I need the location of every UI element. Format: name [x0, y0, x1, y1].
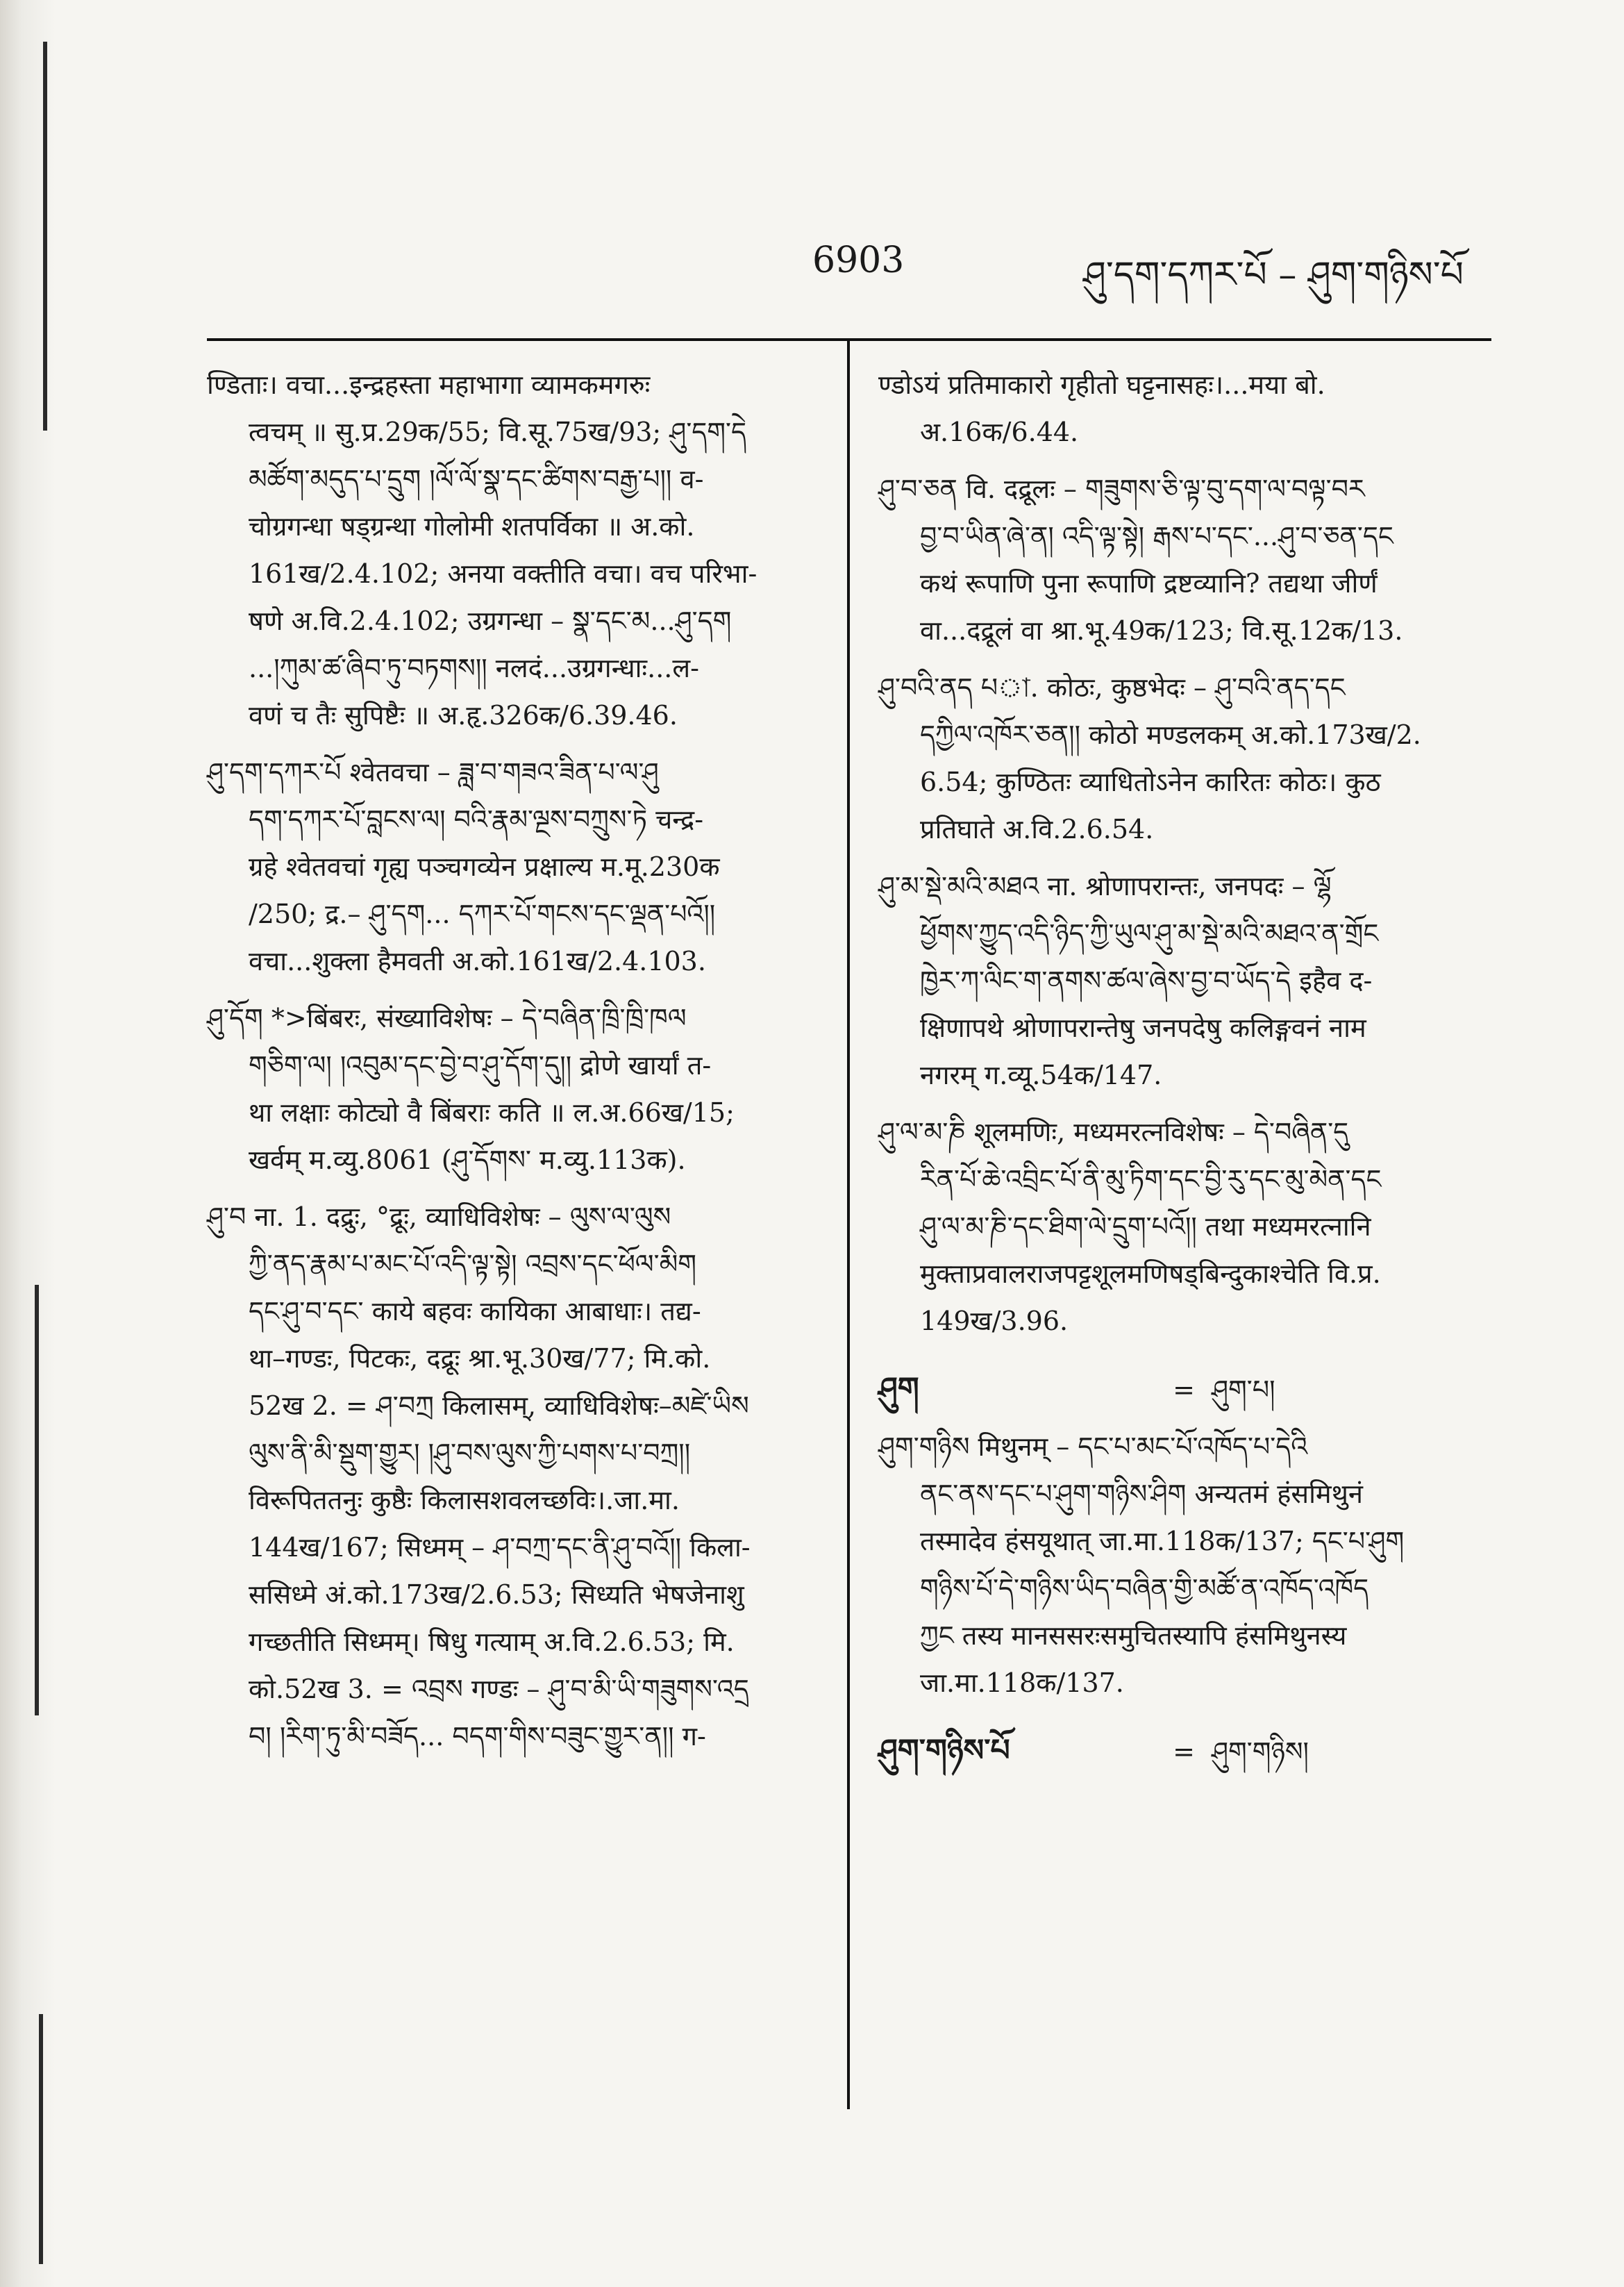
cross-reference-headword: ཤུག་གཉིས་པོ [878, 1733, 1010, 1768]
entry-line: ससिध्मे अं.को.173ख/2.6.53; सिध्यति भेषजेनाशु [249, 1579, 744, 1610]
entry-line: ཕྱོགས་ཀྱུད་འདི་ཉིད་ཀྱི་ཡུལ་ཤུ་མ་སྡེ་མའི་མཐའ་ན་གྲོང [920, 918, 1379, 949]
entry-line: प्रतिघाते अ.वि.2.6.54. [920, 814, 1154, 845]
entry-line: 6.54; कुण्ठितः व्याधितोऽनेन कारितः कोठः। कुठ [920, 767, 1381, 797]
entry-line: जा.मा.118क/137. [920, 1668, 1124, 1698]
entry-line: ཤུ་མ་སྡེ་མའི་མཐའ ना. श्रोणापरान्तः, जनपदः – ལྷོ [878, 871, 1332, 901]
cross-reference-entry [878, 1365, 1489, 1413]
entry-line: ཤུ་དོག *>बिंबरः, संख्याविशेषः – དེ་བཞིན་ཁྲི་ཁྲི་ཁལ [207, 1003, 687, 1033]
entry-line: तस्मादेव हंसयूथात् जा.मा.118क/137; དང་པ་ཤུག [920, 1526, 1405, 1556]
entry-line: ཤུ་བའི་ནད པা. कोठः, कुष्ठभेदः – ཤུ་བའི་ནད་དང [878, 672, 1346, 703]
entry-line: चोग्रगन्धा षड्ग्रन्था गोलोमी शतपर्विका ॥ अ.को. [249, 511, 695, 542]
entry-line: ण्डोऽयं प्रतिमाकारो गृहीतो घट्टनासहः।...मया बो. [878, 369, 1325, 400]
dictionary-entry [878, 361, 1489, 456]
entry-line: ལུས་ནི་མི་སྡུག་གྱུར། །ཤུ་བས་ལུས་ཀྱི་པགས་པ་བཀྲ།། [249, 1438, 691, 1468]
dictionary-entry [207, 1193, 818, 1760]
cross-reference-headword: ཤུག [878, 1371, 919, 1406]
cross-reference-eq: = [1173, 1374, 1195, 1405]
cross-reference-ref: ཤུག་གཉིས། [1212, 1736, 1309, 1767]
entry-line: ण्डिताः। वचा...इन्द्रहस्ता महाभागा व्यामकमगरुः [207, 369, 651, 400]
page-number: 6903 [812, 240, 905, 281]
left-column [207, 361, 818, 1770]
margin-line-mid [35, 1285, 39, 1715]
column-divider [847, 338, 850, 2109]
entry-line: རིན་པོ་ཆེ་འབྲིང་པོ་ནི་མུ་ཏིག་དང་བྱི་རུ་དང་མུ་མེན་དང [920, 1164, 1382, 1195]
entry-line: खर्वम् म.व्यु.8061 (ཤུ་དོགས་ म.व्यु.113क). [249, 1145, 686, 1175]
entry-line: /250; द्र.– ཤུ་དག... དཀར་པོ་གངས་དང་ལྡན་པའོ།། [249, 899, 716, 929]
entry-line: वणं च तैः सुपिष्टैः ॥ अ.हृ.326क/6.39.46. [249, 700, 678, 731]
cross-reference-entry [878, 1727, 1489, 1775]
entry-line: ཤུ་བ ना. 1. दद्रुः, °द्रूः, व्याधिविशेषः – ལུས་ལ་ལུས [207, 1201, 671, 1232]
dictionary-entry [207, 361, 818, 739]
entry-line: वा...दद्रूलं वा श्रा.भू.49क/123; वि.सू.12क/13. [920, 615, 1403, 646]
entry-line: མཚོག་མདུད་པ་དྲུག །ལོ་ལོ་སྣ་དང་ཚིགས་བརྒྱ་པ།། व- [249, 464, 704, 494]
entry-line: དག་དཀར་པོ་བླངས་ལ། བའི་རྣམ་ལྔས་བཀྲུས་ཏེ चन्द्र- [249, 804, 704, 835]
entry-line: ཤུ་ལ་མ་ཎི शूलमणिः, मध्यमरत्नविशेषः – དེ་བཞིན་དུ [878, 1117, 1349, 1147]
entry-line: मुक्ताप्रवालराजपट्टशूलमणिषड्बिन्दुकाश्चेति वि.प्र. [920, 1258, 1381, 1289]
entry-line: 52ख 2. = ཤ་བཀྲ किलासम्, व्याधिविशेषः–མཛེ་ཡིས [249, 1390, 749, 1421]
entry-line: ཀྱི་ནད་རྣམ་པ་མང་པོ་འདི་ལྟ་སྟེ། འབྲས་དང་ཕོལ་མིག [249, 1249, 697, 1279]
entry-line: 149ख/3.96. [920, 1306, 1069, 1336]
entry-line: विरूपिततनुः कुष्ठैः किलासशवलच्छविः।.जा.मा. [249, 1485, 680, 1515]
entry-line: དང་ཤུ་བ་དང་ काये बहवः कायिका आबाधाः। तद्य- [249, 1296, 701, 1327]
entry-line: ཤུག་གཉིས मिथुनम् – དང་པ་མང་པོ་འཁོད་པ་དེའི [878, 1431, 1308, 1462]
entry-line: ཤུ་བ་ཅན वि. दद्रूलः – གཟུགས་ཅི་ལྟ་བུ་དག་ལ་བལྟ་བར [878, 474, 1365, 504]
entry-line: བ། །རིག་ཏུ་མི་བཟོད... བདག་གིས་བཟུང་གྱུར་ན།། ग- [249, 1721, 706, 1752]
entry-line: कथं रूपाणि पुना रूपाणि द्रष्टव्यानि? तद्यथा जीर्णं [920, 568, 1378, 599]
entry-line: 161ख/2.4.102; अनया वक्तीति वचा। वच परिभा- [249, 558, 757, 589]
entry-line: क्षिणापथे श्रोणापरान्तेषु जनपदेषु कलिङ्गवनं नाम [920, 1013, 1366, 1043]
entry-line: था लक्षाः कोट्यो वै बिंबराः कति ॥ ल.अ.66ख/15; [249, 1097, 735, 1128]
dictionary-entry [878, 863, 1489, 1099]
entry-line: को.52ख 3. = འབྲས गण्डः – ཤུ་བ་མི་ཡི་གཟུགས་འདྲ [249, 1674, 749, 1704]
dictionary-entry [878, 664, 1489, 853]
dictionary-entry [207, 995, 818, 1183]
margin-line-bottom [39, 2014, 43, 2264]
entry-line: वचा...शुक्ला हैमवती अ.को.161ख/2.4.103. [249, 946, 706, 976]
scan-edge [0, 0, 56, 2287]
entry-line: था–गण्डः, पिटकः, दद्रूः श्रा.भू.30ख/77; मि.को. [249, 1343, 711, 1374]
dictionary-entry [207, 749, 818, 985]
entry-line: त्वचम् ॥ सु.प्र.29क/55; वि.सू.75ख/93; ཤུ་དག་དེ [249, 417, 747, 447]
dictionary-entry [878, 1423, 1489, 1706]
right-column [878, 361, 1489, 1785]
dictionary-entry [878, 465, 1489, 654]
margin-line-top [43, 42, 47, 431]
entry-line: ཀྱང तस्य मानससरःसमुचितस्यापि हंसमिथुनस्य [920, 1620, 1347, 1651]
cross-reference-eq: = [1173, 1736, 1195, 1767]
cross-reference-ref: ཤུག་པ། [1212, 1374, 1275, 1405]
entry-line: षणे अ.वि.2.4.102; उग्रगन्धा – སྣ་དང་མ...ཤུ་དག [249, 606, 732, 636]
entry-line: ཁྱེར་ཀ་ལིང་ག་ནགས་ཚལ་ཞེས་བྱ་བ་ཡོད་དེ इहैव द- [920, 965, 1373, 996]
entry-line: ཤུ་དག་དཀར་པོ श्वेतवचा – ཟླ་བ་གཟའ་ཟིན་པ་ལ་ཤུ [207, 757, 659, 788]
entry-line: ...།ཀུམ་ཚ་ཞིབ་ཏུ་བཏགས།། नलदं...उग्रगन्धाः...ल- [249, 653, 699, 683]
entry-line: དཀྱིལ་འཁོར་ཅན།། कोठो मण्डलकम् अ.को.173ख/2. [920, 720, 1421, 750]
running-head: ཤུ་དག་དཀར་པོ – ཤུག་གཉིས་པོ [1083, 254, 1464, 296]
entry-line: गच्छतीति सिध्मम्। षिधु गत्याम् अ.वि.2.6.53; मि. [249, 1627, 735, 1657]
dictionary-entry [878, 1108, 1489, 1345]
entry-line: ཤུ་ལ་མ་ཎི་དང་ཐིག་ལེ་དྲུག་པའོ།། तथा मध्यमरत्नानि [920, 1211, 1371, 1242]
entry-line: अ.16क/6.44. [920, 417, 1079, 447]
entry-line: ग्रहे श्वेतवचां गृह्य पञ्चगव्येन प्रक्षाल्य म.मू.230क [249, 851, 720, 882]
entry-line: ནང་ནས་དང་པ་ཤུག་གཉིས་ཤིག अन्यतमं हंसमिथुनं [920, 1479, 1364, 1509]
entry-line: གཉིས་པོ་དེ་གཉིས་ཡིད་བཞིན་གྱི་མཚོ་ན་འཁོད་འཁོད [920, 1573, 1369, 1604]
entry-line: བྱ་བ་ཡིན་ཞེ་ན། འདི་ལྟ་སྟེ། རྒས་པ་དང་...ཤུ་བ་ཅན་དང [920, 521, 1393, 551]
entry-line: གཅིག་ལ། །འབུམ་དང་བྱེ་བ་ཤུ་དོག་དུ།། द्रोणे खार्यां त- [249, 1050, 712, 1081]
entry-line: 144ख/167; सिध्मम् – ཤ་བཀྲ་དང་ནི་ཤུ་བའོ།། किला- [249, 1532, 751, 1563]
entry-line: नगरम् ग.व्यू.54क/147. [920, 1060, 1162, 1090]
